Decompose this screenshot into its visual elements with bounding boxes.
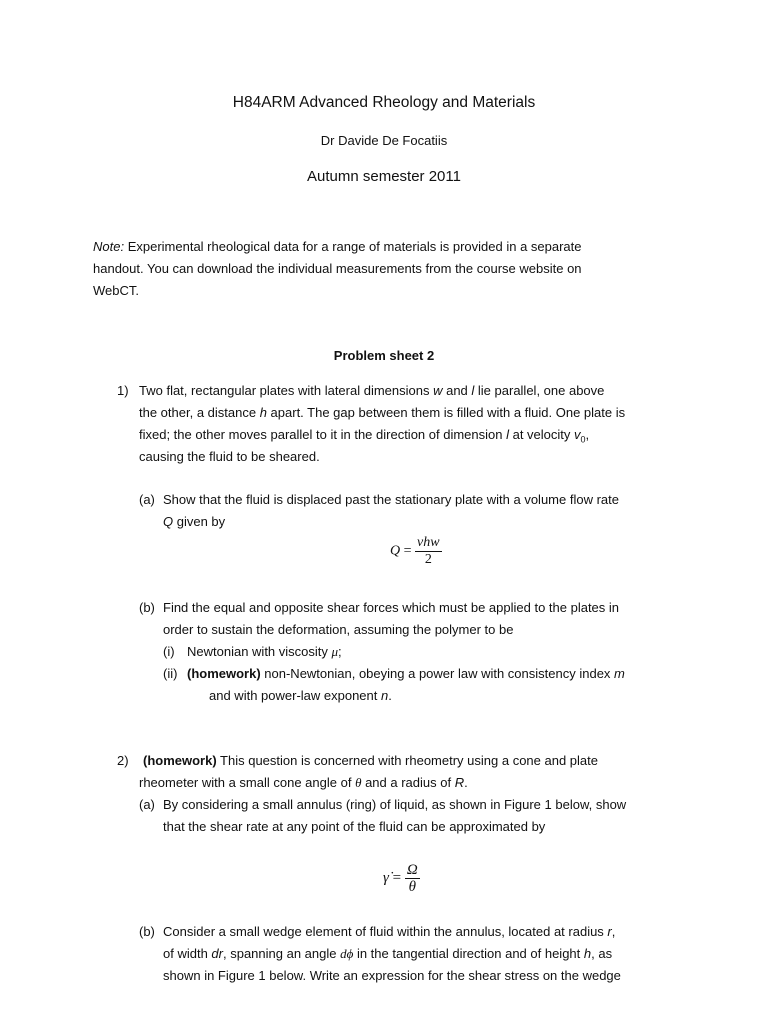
q1a-label: (a)	[139, 492, 155, 507]
note-line-3: WebCT.	[93, 283, 139, 298]
q2-line-2: rheometer with a small cone angle of θ and a radius of R.	[139, 775, 468, 790]
q1-line-1: Two flat, rectangular plates with lateral dimensions w and l lie parallel, one above	[139, 383, 605, 398]
q1-line-4: causing the fluid to be sheared.	[139, 449, 320, 464]
q2-number: 2)	[117, 753, 129, 768]
q1a-line-1: Show that the fluid is displaced past the stationary plate with a volume flow rate	[163, 492, 619, 507]
q2a-line-2: that the shear rate at any point of the fluid can be approximated by	[163, 819, 546, 834]
semester: Autumn semester 2011	[307, 168, 461, 185]
q1a-equation: Q = $\frac{\text{vhw}}{2}$	[390, 535, 440, 567]
q1-number: 1)	[117, 383, 129, 398]
q1b-label: (b)	[139, 600, 155, 615]
q1b-ii-text: (homework) non-Newtonian, obeying a power law with consistency index m	[187, 666, 625, 681]
q2a-equation: γ̇ = $\frac{\Omega}{\theta}$	[383, 862, 418, 895]
q1b-ii-line-2: and with power-law exponent n.	[209, 688, 392, 703]
q1b-line-1: Find the equal and opposite shear forces which must be applied to the plates in	[163, 600, 620, 615]
q2b-line-3: shown in Figure 1 below. Write an expression for the shear stress on the wedge	[163, 968, 621, 983]
q2a-label: (a)	[139, 797, 155, 812]
q1a-line-2: Q given by	[163, 514, 226, 529]
q1b-line-2: order to sustain the deformation, assuming the polymer to be	[163, 622, 514, 637]
q1-line-3: fixed; the other moves parallel to it in the direction of dimension l at velocity $v_0$,	[139, 427, 590, 445]
q1b-i-label: (i)	[163, 644, 175, 659]
q2a-line-1: By considering a small annulus (ring) of liquid, as shown in Figure 1 below, show	[163, 797, 627, 812]
q1-line-2: the other, a distance h apart. The gap between them is filled with a fluid. One plate is	[139, 405, 626, 420]
q2b-line-2: of width dr, spanning an angle dϕ in the tangential direction and of height h, as	[163, 946, 613, 961]
problem-sheet-title: Problem sheet 2	[333, 348, 435, 363]
q2-line-1: (homework) This question is concerned with rheometry using a cone and plate	[143, 753, 598, 768]
note-line-2: handout. You can download the individual measurements from the course website on	[93, 261, 582, 276]
q2b-label: (b)	[139, 924, 155, 939]
q1b-i-text: Newtonian with viscosity μ;	[187, 644, 342, 659]
course-title: H84ARM Advanced Rheology and Materials	[232, 94, 536, 111]
note-line-1: Note: Experimental rheological data for a range of materials is provided in a separate	[93, 239, 582, 254]
q2b-line-1: Consider a small wedge element of fluid within the annulus, located at radius r,	[163, 924, 616, 939]
q1b-ii-label: (ii)	[163, 666, 178, 681]
lecturer-name: Dr Davide De Focatiis	[320, 133, 448, 148]
note-label: Note:	[93, 239, 125, 254]
